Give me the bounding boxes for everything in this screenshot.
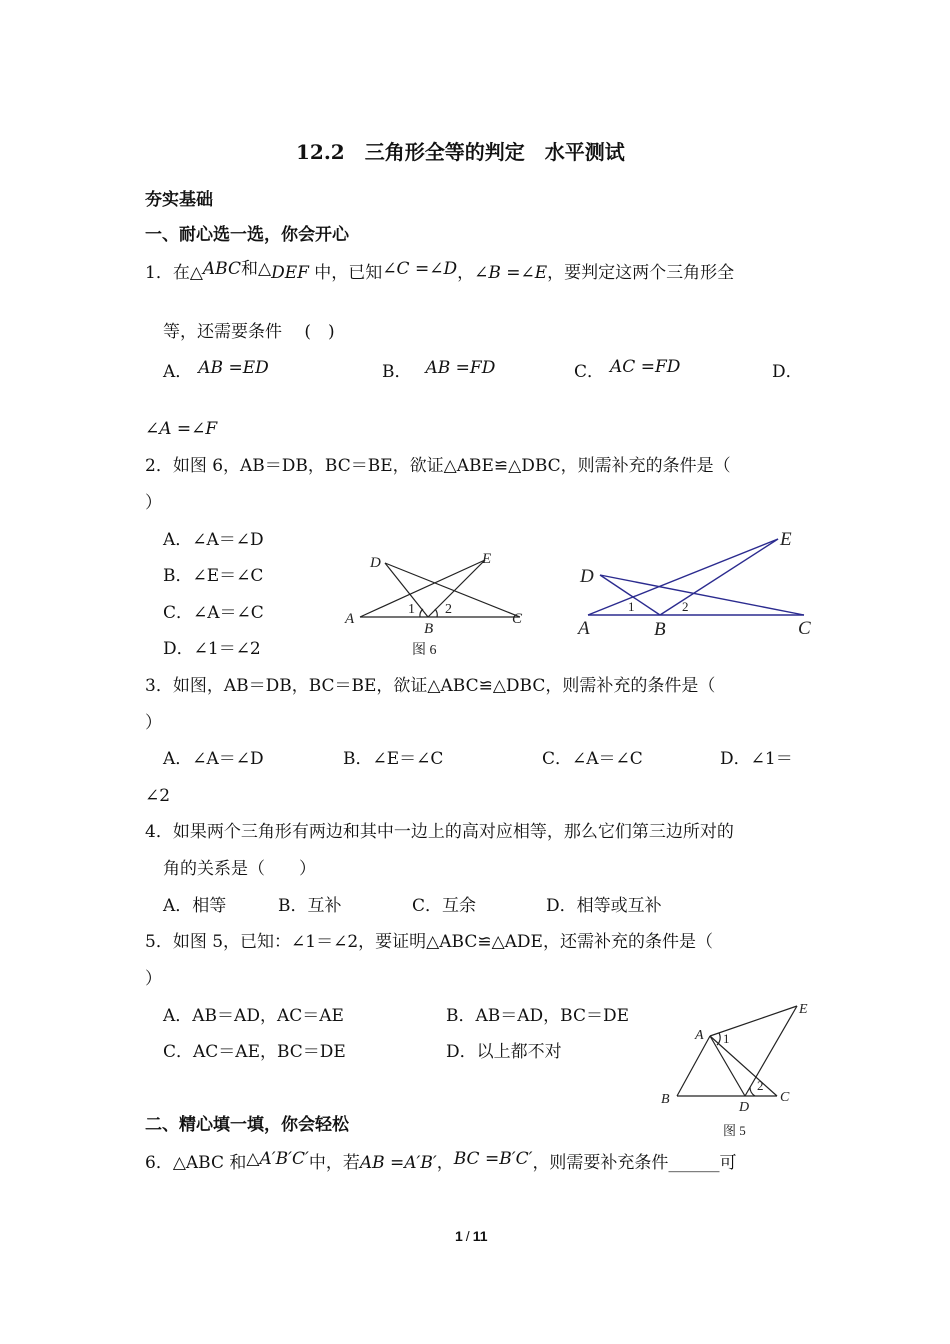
q3-option-d: D．∠1＝ xyxy=(720,749,793,769)
q3-option-b: B．∠E＝∠C xyxy=(343,749,444,769)
figq3-label-c: C xyxy=(798,618,811,639)
question-4-line2: 角的关系是（ ） xyxy=(163,859,316,879)
q6-prefix: 6．△ABC 和 xyxy=(145,1153,247,1173)
page-title: 12.2 三角形全等的判定 水平测试 xyxy=(296,140,625,164)
fig5-label-1: 1 xyxy=(723,1031,730,1046)
question-3-line1: 3．如图，AB＝DB，BC＝BE，欲证△ABC≌△DBC，则需补充的条件是（ xyxy=(145,676,716,696)
q1-option-a-text: AB =ED xyxy=(198,358,269,378)
q1-option-d-label: D． xyxy=(772,362,803,382)
q1-option-d-text: ∠A =∠F xyxy=(145,419,218,439)
question-4-line1: 4．如果两个三角形有两边和其中一边上的高对应相等，那么它们第三边所对的 xyxy=(145,822,734,842)
figq3-line-be xyxy=(660,539,778,615)
fig6-label-e: E xyxy=(482,551,492,567)
q1-option-b xyxy=(382,358,496,383)
fig5-label-a: A xyxy=(695,1028,704,1043)
q6-sep: ， xyxy=(436,1153,454,1173)
q4-option-a: A．相等 xyxy=(163,896,227,916)
section-label: 夯实基础 xyxy=(145,190,213,210)
question-6-line1 xyxy=(145,1149,737,1174)
figq3-label-b: B xyxy=(654,619,666,640)
q1-option-c-text: AC =FD xyxy=(610,357,681,377)
q6-triangle: △A′B′C′ xyxy=(246,1149,309,1169)
q1-option-c xyxy=(574,357,681,383)
fig5-line-ac xyxy=(710,1036,777,1096)
q1-triangle2: DEF xyxy=(271,263,309,283)
q6-blank: ______ xyxy=(668,1153,720,1173)
q5-option-b: B．AB＝AD，BC＝DE xyxy=(446,1006,630,1026)
question-2-line1: 2．如图 6，AB＝DB，BC＝BE，欲证△ABE≌△DBC，则需补充的条件是（ xyxy=(145,456,731,476)
q6-mid: 中，若 xyxy=(308,1153,360,1173)
part2-heading: 二、精心填一填，你会轻松 xyxy=(145,1115,349,1135)
q3-option-c: C．∠A＝∠C xyxy=(542,749,643,769)
question-2-line2: ） xyxy=(145,493,162,513)
q1-cond1: ∠C =∠D xyxy=(382,259,458,279)
page-number xyxy=(455,1228,488,1244)
fig5-line-ab xyxy=(677,1036,710,1096)
q1-option-a-label: A． xyxy=(163,362,193,382)
q1-and: 和△ xyxy=(240,259,272,279)
q1-known: 中，已知 xyxy=(308,263,383,283)
q1-sep: ， xyxy=(457,263,475,283)
question-1-line1 xyxy=(145,259,735,284)
fig6-angle-1-arc xyxy=(420,609,423,617)
q1-option-b-text: AB =FD xyxy=(425,358,496,378)
fig6-label-b: B xyxy=(424,621,434,637)
page-total: 11 xyxy=(472,1228,488,1244)
q2-option-c: C．∠A＝∠C xyxy=(163,603,264,623)
figure-5 xyxy=(655,995,825,1145)
fig5-line-de xyxy=(745,1006,797,1096)
fig5-label-c: C xyxy=(780,1090,790,1105)
fig5-angle-2-arc xyxy=(750,1087,755,1096)
q6-tail: 可 xyxy=(719,1153,737,1173)
figq3-label-1: 1 xyxy=(628,599,635,614)
figure-q3 xyxy=(572,525,822,645)
figq3-label-d: D xyxy=(580,566,594,587)
q5-option-d: D．以上都不对 xyxy=(446,1042,562,1062)
q1-prefix: 1．在△ xyxy=(145,263,203,283)
q4-option-b: B．互补 xyxy=(278,896,342,916)
q1-rest: ，要判定这两个三角形全 xyxy=(547,263,735,283)
q5-option-a: A．AB＝AD，AC＝AE xyxy=(163,1006,344,1026)
figq3-label-e: E xyxy=(780,529,792,550)
figure-6 xyxy=(340,545,540,665)
fig6-label-d: D xyxy=(370,555,381,571)
fig5-caption: 图 5 xyxy=(723,1123,746,1138)
page-separator: / xyxy=(465,1228,470,1244)
q2-option-a: A．∠A＝∠D xyxy=(163,530,264,550)
question-5-line2: ） xyxy=(145,969,162,989)
fig6-label-1: 1 xyxy=(408,602,415,617)
figq3-label-a: A xyxy=(578,618,590,639)
question-1-line2: 等，还需要条件 ( ) xyxy=(163,322,335,342)
q4-option-d: D．相等或互补 xyxy=(546,896,662,916)
q3-option-a: A．∠A＝∠D xyxy=(163,749,264,769)
q1-option-c-label: C． xyxy=(574,362,605,382)
fig5-label-2: 2 xyxy=(757,1078,764,1093)
q1-option-b-label: B． xyxy=(382,362,412,382)
q1-cond2: ∠B =∠E xyxy=(474,263,548,283)
q2-option-b: B．∠E＝∠C xyxy=(163,566,264,586)
fig6-angle-2-arc xyxy=(435,609,437,617)
q3-option-d-cont: ∠2 xyxy=(145,786,171,806)
fig6-caption: 图 6 xyxy=(412,643,437,658)
part1-heading: 一、耐心选一选，你会开心 xyxy=(145,225,349,245)
fig5-label-e: E xyxy=(799,1002,808,1017)
fig5-label-d: D xyxy=(739,1100,750,1115)
fig5-label-b: B xyxy=(661,1092,670,1107)
q2-option-d: D．∠1＝∠2 xyxy=(163,639,261,659)
fig6-line-be xyxy=(428,560,485,617)
q4-option-c: C．互余 xyxy=(412,896,477,916)
q6-cond2: BC =B′C′ xyxy=(453,1149,533,1169)
q6-cond1: AB =A′B′ xyxy=(359,1153,437,1173)
fig6-label-c: C xyxy=(512,611,523,627)
q1-option-a xyxy=(163,358,269,383)
question-5-line1: 5．如图 5，已知：∠1＝∠2，要证明△ABC≌△ADE，还需补充的条件是（ xyxy=(145,932,713,952)
question-3-line2: ） xyxy=(145,713,162,733)
q5-option-c: C．AC＝AE，BC＝DE xyxy=(163,1042,346,1062)
fig6-label-2: 2 xyxy=(445,602,452,617)
page-current: 1 xyxy=(455,1228,463,1244)
figq3-label-2: 2 xyxy=(682,599,689,614)
fig6-label-a: A xyxy=(345,611,355,627)
q1-triangle1: ABC xyxy=(202,259,241,279)
q6-rest: ，则需要补充条件 xyxy=(532,1153,669,1173)
fig6-line-dc xyxy=(385,563,520,617)
